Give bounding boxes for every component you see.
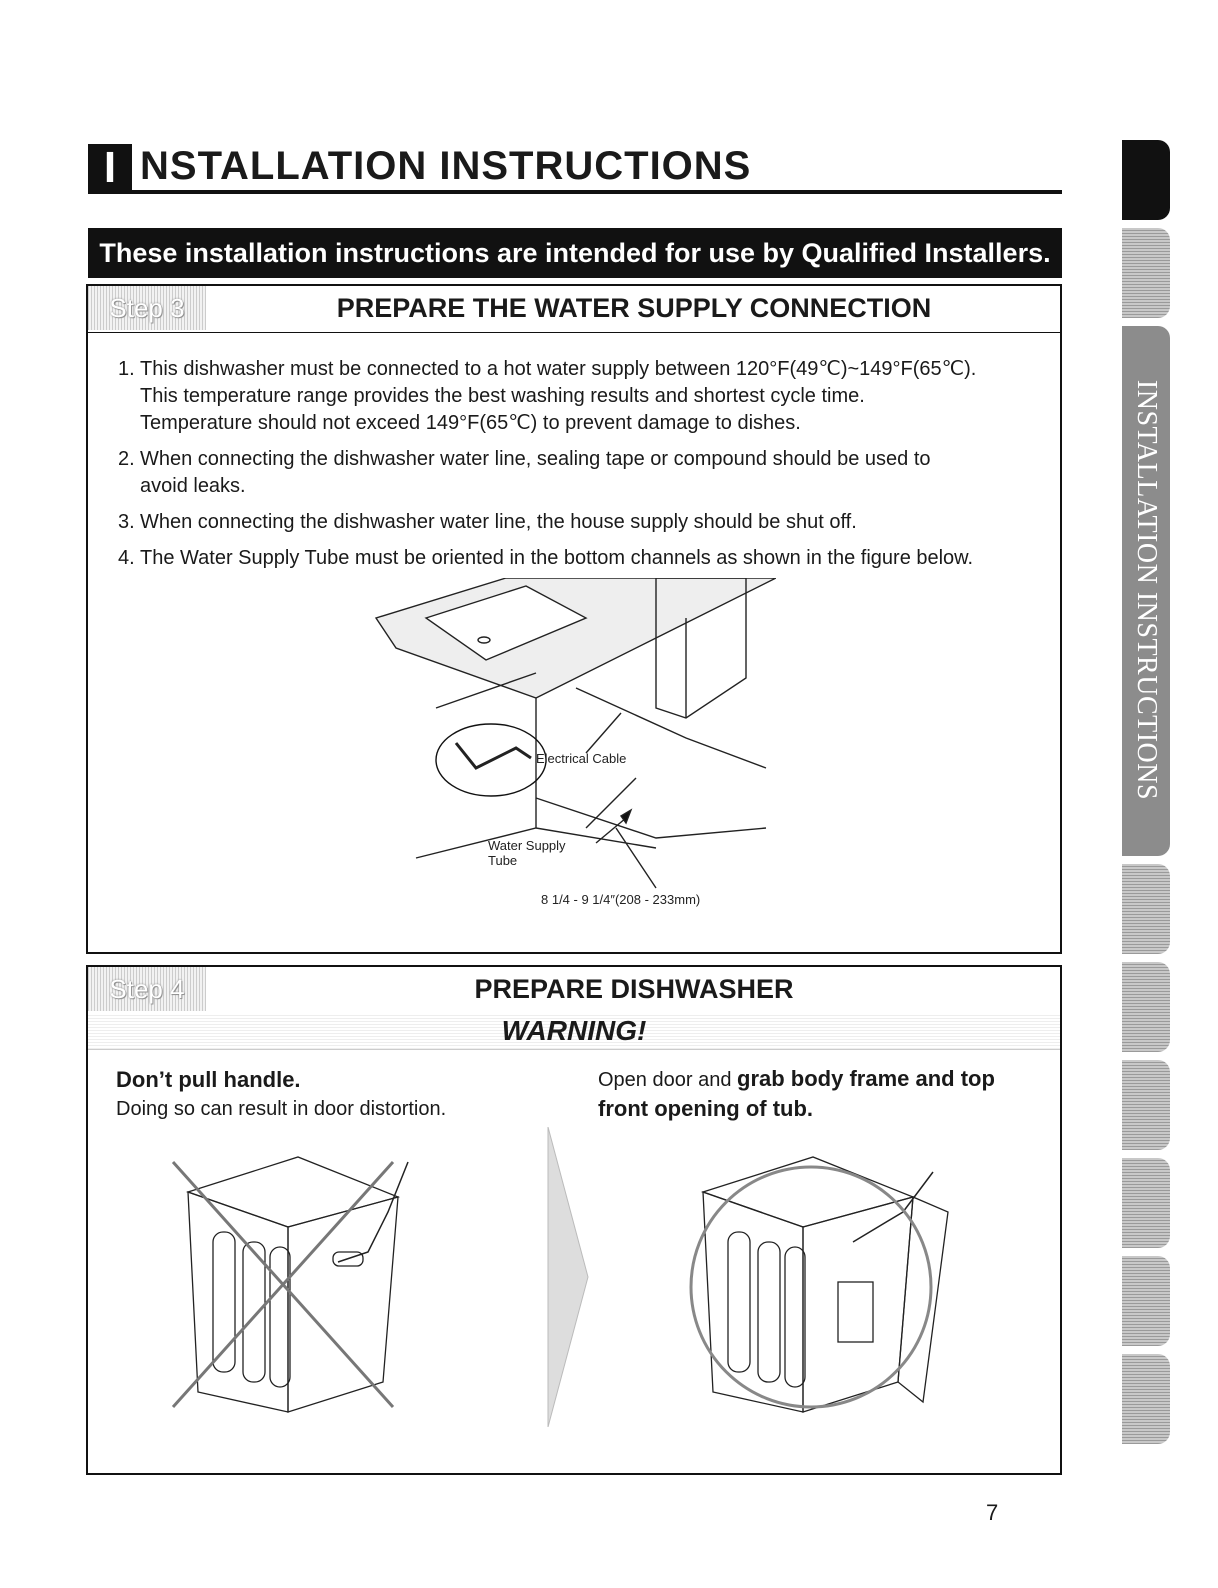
side-tab-5[interactable] bbox=[1122, 962, 1170, 1052]
water-supply-label-2: Tube bbox=[488, 853, 518, 868]
side-tab-7[interactable] bbox=[1122, 1158, 1170, 1248]
grab-bold-1: grab body frame and top bbox=[737, 1066, 995, 1091]
side-tab-2[interactable] bbox=[1122, 228, 1170, 318]
qualified-installers-banner: These installation instructions are intended for use by Qualified Installers. bbox=[88, 228, 1062, 278]
list-item: 1. This dishwasher must be connected to a hot water supply between 120°F(49℃)~149°F(65℃). This temperature range provides the best washing results and shortest cycle time. Temperature should not exceed 149°F(65℃) to prevent damage to dishes. bbox=[118, 358, 977, 434]
step4-tag: Step 4 bbox=[88, 967, 206, 1011]
side-tab-8[interactable] bbox=[1122, 1256, 1170, 1346]
step3-header bbox=[88, 286, 1060, 333]
step4-header bbox=[88, 967, 1060, 1014]
arrow-icon bbox=[543, 1127, 593, 1427]
side-tab-1[interactable] bbox=[1122, 140, 1170, 220]
dont-pull-heading: Don’t pull handle. bbox=[116, 1067, 301, 1092]
title-initial: I bbox=[88, 144, 132, 192]
dimension-label: 8 1/4 - 9 1/4″(208 - 233mm) bbox=[541, 892, 701, 907]
step3-title: PREPARE THE WATER SUPPLY CONNECTION bbox=[336, 293, 932, 323]
side-section-label: INSTALLATION INSTRUCTIONS bbox=[1131, 379, 1162, 801]
step4-title: PREPARE DISHWASHER bbox=[474, 974, 794, 1004]
warning-text: WARNING! bbox=[501, 1015, 647, 1046]
water-supply-diagram bbox=[356, 578, 776, 918]
list-item: 2. When connecting the dishwasher water line, sealing tape or compound should be used to avoid leaks. bbox=[118, 448, 931, 497]
step3-instruction-list bbox=[118, 356, 1038, 581]
page-number: 7 bbox=[986, 1500, 999, 1525]
side-tab-4[interactable] bbox=[1122, 864, 1170, 954]
grab-prefix: Open door and bbox=[598, 1069, 737, 1091]
step3-section bbox=[86, 284, 1062, 954]
grab-frame-column bbox=[598, 1065, 1038, 1124]
electrical-cable-label: Electrical Cable bbox=[536, 751, 627, 766]
list-item: 4. The Water Supply Tube must be oriented in the bottom channels as shown in the figure below. bbox=[118, 547, 974, 569]
grab-bold-2: front opening of tub. bbox=[598, 1096, 814, 1121]
side-tab-6[interactable] bbox=[1122, 1060, 1170, 1150]
wrong-pull-handle-illustration bbox=[158, 1152, 438, 1422]
title-text: NSTALLATION INSTRUCTIONS bbox=[140, 144, 752, 188]
correct-grab-frame-illustration bbox=[663, 1152, 963, 1422]
list-item: 3. When connecting the dishwasher water line, the house supply should be shut off. bbox=[118, 511, 857, 533]
warning-band bbox=[88, 1013, 1060, 1050]
water-supply-label-1: Water Supply bbox=[488, 838, 566, 853]
dont-pull-body: Doing so can result in door distortion. bbox=[116, 1098, 447, 1120]
step3-tag: Step 3 bbox=[88, 286, 206, 330]
step4-section bbox=[86, 965, 1062, 1475]
dont-pull-column bbox=[116, 1065, 516, 1123]
side-tab-9[interactable] bbox=[1122, 1354, 1170, 1444]
page-title bbox=[88, 138, 1062, 194]
